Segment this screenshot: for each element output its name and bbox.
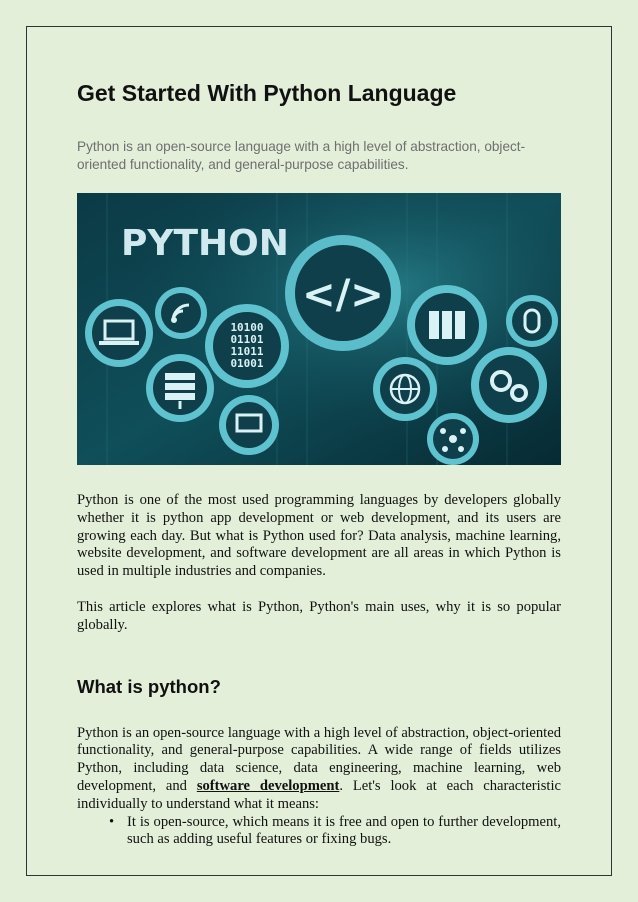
documents-icon [407, 285, 487, 365]
intro-paragraph: Python is one of the most used programming languages by developers globally whether it is python app development or web development, and its users are growing each day. But what is Python used for? Data analysis, machine learning, website development, and software development are all areas in which Python is used in multiple industries and companies. [77, 492, 561, 580]
bullet-icon: • [109, 813, 115, 830]
list-item: • It is open-source, which means it is free and open to further development, such as adding useful features or fixing bugs. [109, 813, 561, 848]
svg-text:01001: 01001 [230, 357, 264, 370]
python-banner-text: PYTHON [121, 223, 289, 264]
globe-icon [373, 357, 437, 421]
svg-text:</>: </> [302, 272, 384, 318]
wifi-icon [155, 287, 207, 339]
mouse-icon [506, 295, 558, 347]
svg-text:01101: 01101 [230, 333, 264, 346]
code-gear-icon [285, 235, 401, 351]
software-development-link[interactable]: software development [196, 777, 340, 794]
article-overview-paragraph: This article explores what is Python, Python's main uses, why it is so popular globally. [77, 598, 561, 633]
network-icon [427, 413, 479, 465]
svg-text:11011: 11011 [230, 345, 264, 358]
section-paragraph: Python is an open-source language with a high level of abstraction, object-oriented functionality, and general-purpose capabilities. A wide range of fields utilizes Python, including data science, data engineering, machine learning, web development, and software development. Let's look at each characteristic individually to understand what it means: [77, 724, 561, 812]
document-content [77, 78, 561, 849]
gears-icon [471, 347, 547, 423]
binary-gear-icon [205, 304, 289, 388]
section-heading: What is python? [77, 675, 221, 697]
monitor-icon [219, 395, 279, 455]
characteristics-list [77, 814, 561, 850]
laptop-icon [85, 299, 153, 367]
page-title: Get Started With Python Language [77, 80, 457, 106]
server-stack-icon [146, 354, 214, 422]
svg-text:10100: 10100 [230, 321, 264, 334]
python-hero-image [77, 193, 561, 465]
subtitle: Python is an open-source language with a high level of abstraction, object-oriented functionality, and general-purpose capabilities. [77, 139, 526, 172]
